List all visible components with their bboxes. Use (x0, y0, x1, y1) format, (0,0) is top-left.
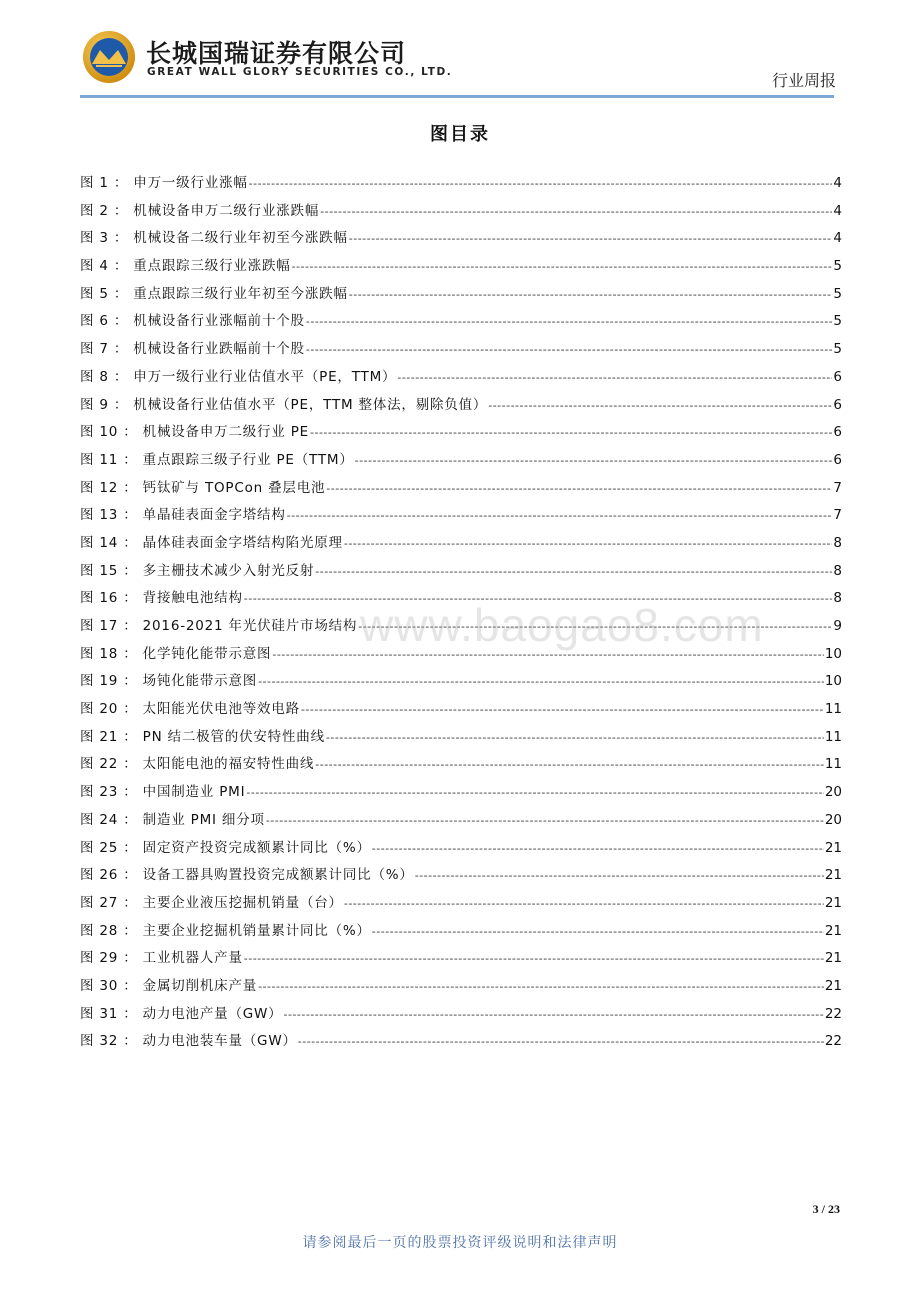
toc-leader-dashes (310, 419, 832, 447)
toc-entry-label: 图 17 ： 2016-2021 年光伏硅片市场结构 (80, 618, 358, 634)
toc-entry-page: 5 (833, 258, 842, 275)
page-number: 3 / 23 (812, 1202, 840, 1216)
toc-leader-dashes (266, 807, 824, 835)
toc-entry[interactable] (80, 530, 842, 558)
toc-leader-dashes (306, 308, 833, 336)
toc-entry-label: 图 31 ： 动力电池产量（GW） (80, 1005, 283, 1022)
toc-entry-label: 图 12 ： 钙钛矿与 TOPCon 叠层电池 (80, 479, 326, 496)
toc-leader-dashes (349, 225, 833, 253)
toc-entry-label: 图 23 ： 中国制造业 PMI (80, 784, 246, 801)
toc-entry[interactable] (80, 918, 842, 946)
toc-entry[interactable] (80, 558, 842, 586)
toc-leader-dashes (272, 641, 823, 669)
toc-entry-label: 图 26 ： 设备工器具购置投资完成额累计同比（%） (80, 867, 414, 884)
toc-entry-page: 5 (833, 285, 842, 302)
toc-entry[interactable] (80, 308, 842, 336)
toc-entry[interactable] (80, 1028, 842, 1056)
toc-entry-label: 图 1 ： 申万一级行业涨幅 (80, 175, 248, 191)
company-name-en: GREAT WALL GLORY SECURITIES CO., LTD. (147, 66, 453, 78)
toc-entry[interactable] (80, 253, 842, 281)
toc-entry-page: 8 (833, 534, 842, 551)
toc-entry[interactable] (80, 225, 842, 253)
toc-entry-label: 图 7 ： 机械设备行业跌幅前十个股 (80, 341, 305, 358)
toc-leader-dashes (488, 392, 832, 420)
toc-entry[interactable] (80, 585, 842, 613)
toc-entry-label: 图 6 ： 机械设备行业涨幅前十个股 (80, 313, 305, 330)
toc-entry-page: 6 (833, 368, 842, 385)
toc-entry-page: 6 (833, 451, 842, 468)
toc-entry-page: 6 (833, 424, 842, 441)
toc-entry-label: 图 30 ： 金属切削机床产量 (80, 977, 258, 994)
toc-entry-page: 4 (833, 230, 842, 247)
toc-entry-label: 图 27 ： 主要企业液压挖掘机销量（台） (80, 894, 343, 911)
toc-entry-page: 4 (833, 175, 842, 191)
toc-leader-dashes (315, 558, 832, 586)
toc-leader-dashes (344, 890, 824, 918)
toc-entry[interactable] (80, 1001, 842, 1029)
toc-entry[interactable] (80, 835, 842, 863)
toc-leader-dashes (301, 696, 824, 724)
toc-entry-page: 21 (824, 839, 842, 856)
toc-entry[interactable] (80, 807, 842, 835)
toc-entry[interactable] (80, 890, 842, 918)
toc-leader-dashes (298, 1028, 824, 1056)
toc-leader-dashes (372, 835, 824, 863)
toc-leader-dashes (320, 198, 832, 226)
toc-entry-page: 6 (833, 396, 842, 413)
toc-title: 图目录 (430, 124, 490, 145)
toc-leader-dashes (372, 918, 824, 946)
toc-entry-page: 21 (824, 922, 842, 939)
toc-entry-page: 7 (833, 479, 842, 496)
toc-leader-dashes (344, 530, 833, 558)
toc-leader-dashes (258, 973, 824, 1001)
toc-leader-dashes (244, 945, 824, 973)
toc-leader-dashes (415, 862, 824, 890)
toc-leader-dashes (244, 585, 833, 613)
toc-entry[interactable] (80, 281, 842, 309)
toc-entry-page: 20 (824, 784, 842, 801)
toc-entry-label: 图 2 ： 机械设备申万二级行业涨跌幅 (80, 202, 320, 219)
toc-leader-dashes (283, 1001, 823, 1029)
toc-entry-page: 21 (824, 950, 842, 967)
toc-entry-page: 22 (824, 1033, 842, 1050)
toc-entry-label: 图 4 ： 重点跟踪三级行业涨跌幅 (80, 258, 291, 275)
toc-leader-dashes (397, 364, 832, 392)
toc-entry-page: 5 (833, 313, 842, 330)
toc-entry-label: 图 13 ： 单晶硅表面金字塔结构 (80, 507, 286, 524)
toc-entry-page: 7 (833, 507, 842, 524)
toc-entry[interactable] (80, 475, 842, 503)
toc-entry-page: 8 (833, 590, 842, 607)
toc-entry[interactable] (80, 198, 842, 226)
toc-entry[interactable] (80, 668, 842, 696)
toc-entry[interactable] (80, 945, 842, 973)
toc-entry-label: 图 8 ： 申万一级行业行业估值水平（PE，TTM） (80, 368, 397, 385)
toc-entry-page: 21 (824, 894, 842, 911)
toc-entry-page: 9 (833, 618, 842, 634)
toc-entry-page: 22 (824, 1005, 842, 1022)
toc-entry-page: 4 (833, 202, 842, 219)
watermark-text: www.baogao8.com (360, 599, 764, 651)
footer-disclaimer-link[interactable]: 请参阅最后一页的股票投资评级说明和法律声明 (302, 1235, 618, 1251)
toc-entry-page: 11 (824, 756, 842, 773)
company-logo-icon (82, 30, 136, 84)
report-header (0, 0, 920, 100)
toc-entry[interactable] (80, 751, 842, 779)
toc-entry[interactable] (80, 419, 842, 447)
toc-entry[interactable] (80, 973, 842, 1001)
toc-entry[interactable] (80, 392, 842, 420)
toc-leader-dashes (249, 170, 833, 198)
toc-list (80, 170, 842, 1056)
toc-entry[interactable] (80, 170, 842, 198)
toc-entry-page: 10 (824, 673, 842, 690)
toc-entry-page: 11 (824, 701, 842, 718)
toc-entry[interactable] (80, 724, 842, 752)
toc-entry[interactable] (80, 447, 842, 475)
toc-leader-dashes (258, 668, 824, 696)
toc-entry-label: 图 18 ： 化学钝化能带示意图 (80, 645, 272, 662)
toc-entry-label: 图 32 ： 动力电池装车量（GW） (80, 1033, 297, 1050)
toc-entry-page: 21 (824, 867, 842, 884)
toc-entry-page: 11 (824, 728, 842, 745)
toc-entry[interactable] (80, 364, 842, 392)
report-type-label: 行业周报 (771, 71, 836, 90)
toc-entry-page: 5 (833, 341, 842, 358)
toc-entry-label: 图 16 ： 背接触电池结构 (80, 590, 243, 607)
toc-entry-label: 图 24 ： 制造业 PMI 细分项 (80, 811, 265, 828)
toc-entry[interactable] (80, 779, 842, 807)
toc-entry-label: 图 5 ： 重点跟踪三级行业年初至今涨跌幅 (80, 285, 348, 302)
toc-leader-dashes (355, 447, 833, 475)
toc-entry-label: 图 22 ： 太阳能电池的福安特性曲线 (80, 756, 315, 773)
toc-entry[interactable] (80, 696, 842, 724)
company-name-cn: 长城国瑞证券有限公司 (146, 39, 407, 68)
toc-entry-page: 10 (824, 645, 842, 662)
toc-entry-page: 21 (824, 977, 842, 994)
toc-entry-label: 图 28 ： 主要企业挖掘机销量累计同比（%） (80, 922, 371, 939)
toc-entry-label: 图 10 ： 机械设备申万二级行业 PE (80, 424, 310, 441)
toc-leader-dashes (287, 502, 833, 530)
toc-entry-label: 图 19 ： 场钝化能带示意图 (80, 673, 258, 690)
toc-entry[interactable] (80, 502, 842, 530)
toc-entry-label: 图 11 ： 重点跟踪三级子行业 PE（TTM） (80, 451, 354, 468)
toc-entry[interactable] (80, 613, 842, 641)
toc-entry-label: 图 15 ： 多主栅技术减少入射光反射 (80, 562, 315, 579)
toc-entry[interactable] (80, 641, 842, 669)
toc-leader-dashes (315, 751, 824, 779)
toc-entry-label: 图 3 ： 机械设备二级行业年初至今涨跌幅 (80, 230, 348, 247)
toc-entry-label: 图 20 ： 太阳能光伏电池等效电路 (80, 701, 300, 718)
toc-leader-dashes (306, 336, 833, 364)
toc-entry-page: 20 (824, 811, 842, 828)
toc-leader-dashes (246, 779, 823, 807)
toc-leader-dashes (349, 281, 833, 309)
toc-entry-label: 图 29 ： 工业机器人产量 (80, 950, 243, 967)
toc-entry-page: 8 (833, 562, 842, 579)
toc-leader-dashes (326, 724, 824, 752)
header-divider (80, 95, 834, 98)
toc-leader-dashes (326, 475, 832, 503)
toc-entry-label: 图 21 ： PN 结二极管的伏安特性曲线 (80, 728, 325, 745)
toc-leader-dashes (358, 613, 832, 641)
toc-entry[interactable] (80, 862, 842, 890)
toc-entry-label: 图 9 ： 机械设备行业估值水平（PE，TTM 整体法，剔除负值） (80, 396, 488, 413)
toc-entry-label: 图 14 ： 晶体硅表面金字塔结构陷光原理 (80, 534, 343, 551)
toc-leader-dashes (292, 253, 833, 281)
toc-entry[interactable] (80, 336, 842, 364)
toc-entry-label: 图 25 ： 固定资产投资完成额累计同比（%） (80, 839, 371, 856)
